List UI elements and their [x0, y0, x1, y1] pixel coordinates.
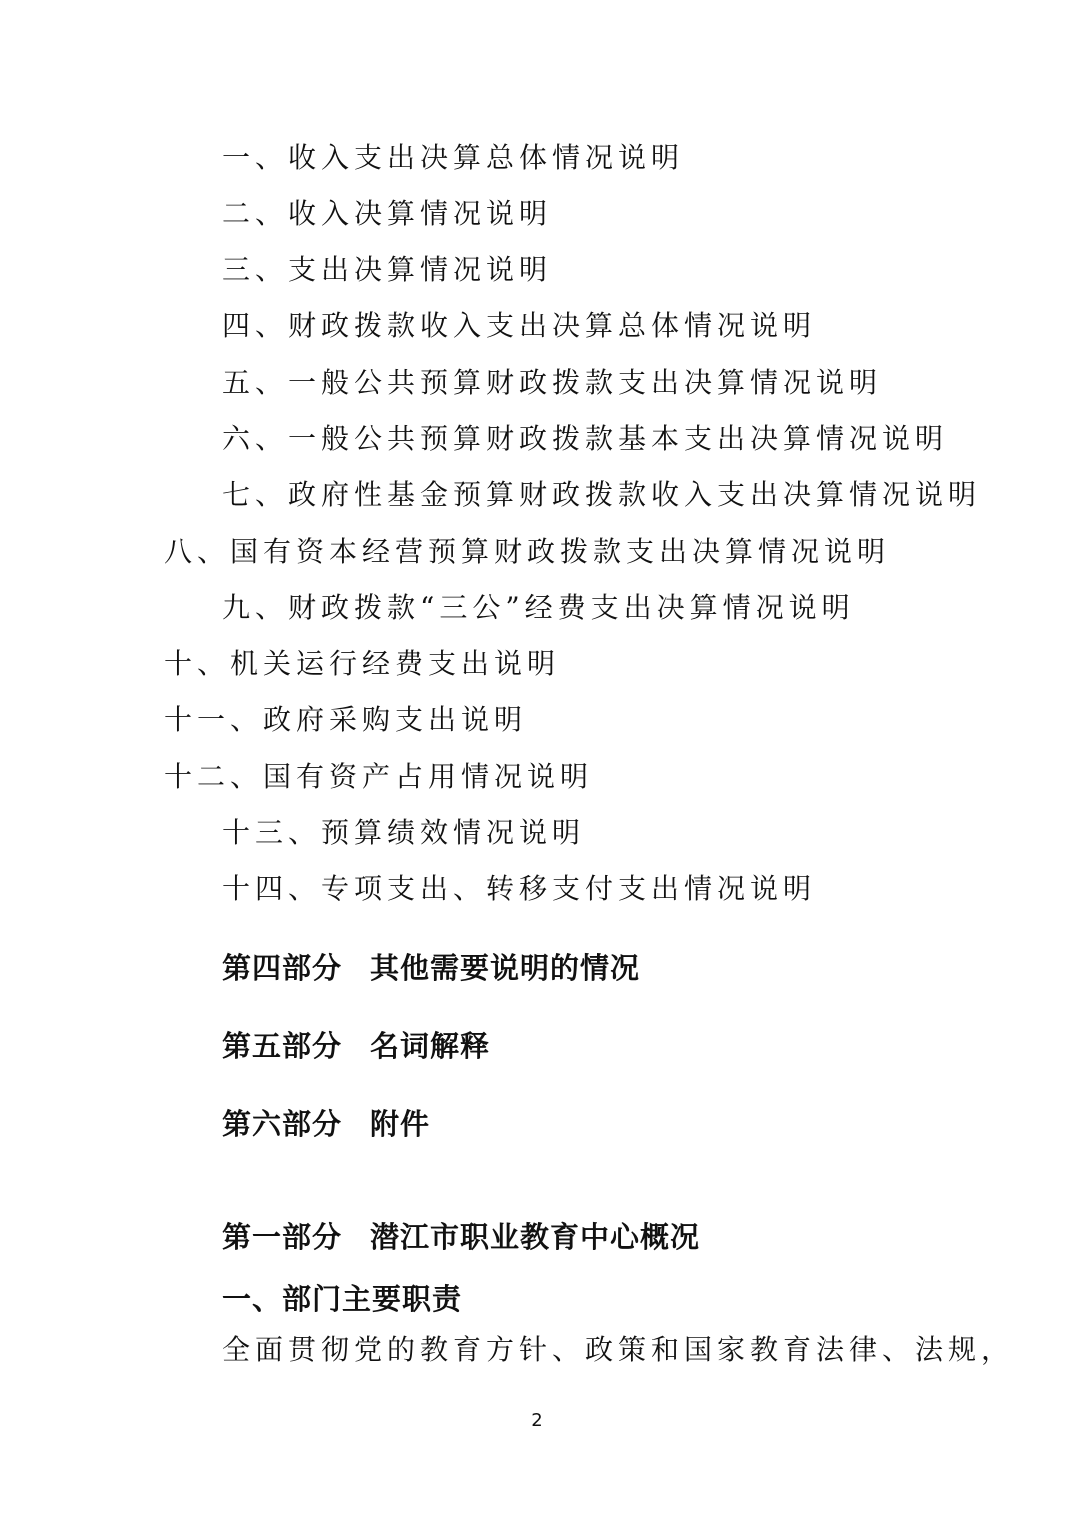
part-title: 名词解释 [370, 1029, 491, 1063]
toc-item: 三、支出决算情况说明 [222, 253, 553, 286]
toc-item: 十二、国有资产占用情况说明 [164, 760, 594, 793]
toc-item: 九、财政拨款“三公”经费支出决算情况说明 [222, 591, 855, 624]
toc-item: 四、财政拨款收入支出决算总体情况说明 [222, 309, 817, 342]
section-heading [222, 1219, 700, 1255]
toc-item: 七、政府性基金预算财政拨款收入支出决算情况说明 [222, 478, 982, 511]
body-paragraph: 全面贯彻党的教育方针、政策和国家教育法律、法规， [222, 1333, 1015, 1366]
toc-item: 二、收入决算情况说明 [222, 197, 553, 230]
part-title: 其他需要说明的情况 [370, 951, 641, 985]
page-number: 2 [531, 1410, 543, 1431]
toc-item: 八、国有资本经营预算财政拨款支出决算情况说明 [164, 535, 891, 568]
toc-item: 六、一般公共预算财政拨款基本支出决算情况说明 [222, 422, 949, 455]
part-label: 第六部分 [222, 1107, 343, 1141]
part-heading [222, 1106, 430, 1142]
toc-item: 五、一般公共预算财政拨款支出决算情况说明 [222, 366, 883, 399]
toc-item: 十、机关运行经费支出说明 [164, 647, 561, 680]
section-label: 第一部分 [222, 1220, 343, 1254]
toc-item: 一、收入支出决算总体情况说明 [222, 141, 685, 174]
toc-item: 十四、专项支出、转移支付支出情况说明 [222, 872, 817, 905]
part-label: 第四部分 [222, 951, 343, 985]
toc-item: 十一、政府采购支出说明 [164, 703, 528, 736]
part-label: 第五部分 [222, 1029, 343, 1063]
subheading: 一、部门主要职责 [222, 1282, 463, 1316]
part-heading [222, 1028, 490, 1064]
part-heading [222, 950, 640, 986]
part-title: 附件 [370, 1107, 431, 1141]
toc-item: 十三、预算绩效情况说明 [222, 816, 586, 849]
section-title: 潜江市职业教育中心概况 [370, 1220, 701, 1254]
